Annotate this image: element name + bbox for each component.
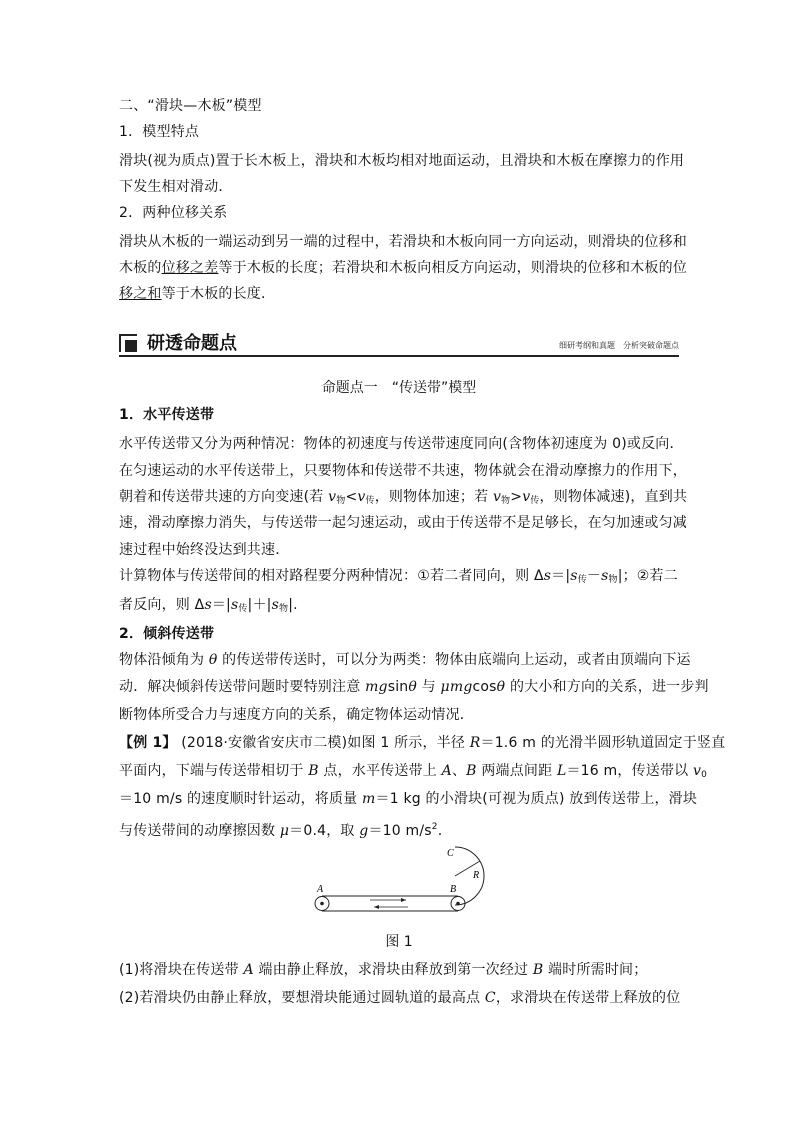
subscript: 0: [701, 770, 708, 780]
var-s: s: [204, 597, 212, 613]
body-text: 计算物体与传送带间的相对路程要分两种情况：①若二者同向，则 Δ: [119, 568, 544, 584]
var-theta: θ: [496, 679, 506, 695]
example-label: 【例 1】: [119, 735, 177, 751]
left-pulley-axle: [320, 902, 324, 906]
example-line3: [119, 789, 697, 809]
var-v: v: [357, 489, 366, 505]
item1-text: 滑块(视为质点)置于长木板上，滑块和木板均相对地面运动，且滑块和木板在摩擦力的作用: [119, 153, 685, 169]
body-text: ，求滑块在传送带上释放的位: [495, 990, 681, 1006]
p1-line5: [119, 540, 289, 560]
body-text: ，则物体加速；若: [374, 489, 493, 505]
body-text: 在匀速运动的水平传送带上，只要物体和传送带不共速，物体就会在滑动摩擦力的作用下，: [119, 463, 687, 479]
item2-title: [119, 203, 228, 223]
var-s: s: [543, 568, 552, 584]
body-text: 两端点间距: [476, 763, 557, 779]
body-text: ，则物体减速)，直到共: [539, 489, 688, 505]
subscript: 物: [278, 604, 289, 614]
item1-para-line1: [119, 151, 684, 171]
heading-text: 2．倾斜传送带: [119, 626, 215, 642]
subscript: 传: [530, 496, 540, 506]
var-B: B: [466, 763, 477, 779]
body-text: 端时所需时间；: [543, 962, 648, 978]
heading-text: 1．水平传送带: [119, 407, 215, 423]
var-theta: θ: [408, 679, 418, 695]
example-line1: [119, 733, 725, 753]
var-v: v: [328, 489, 337, 505]
p1-line3: [119, 487, 687, 511]
body-text: 动．解决倾斜传送带问题时要特别注意: [119, 679, 366, 695]
banner-title: 研透命题点: [147, 333, 237, 354]
var-s: s: [230, 597, 239, 613]
item2-text: 滑块从木板的一端运动到另一端的过程中，若滑块和木板向同一方向运动，则滑块的位移和: [119, 234, 687, 250]
body-text: ＝1.6 m 的光滑半圆形轨道固定于竖直: [480, 735, 726, 751]
body-text: ＝16 m，传送带以: [566, 763, 694, 779]
p3-line3: [119, 705, 474, 725]
figure-caption: 图 1: [385, 934, 413, 950]
topic-title: 命题点一 “传送带”模型: [321, 380, 477, 396]
label-R: R: [473, 870, 480, 881]
p2-line1: [119, 566, 678, 590]
arrow-right-icon: [401, 898, 406, 902]
body-text: 端由静止释放，求滑块由释放到第一次经过: [253, 962, 533, 978]
symbol: >: [510, 489, 523, 505]
item2-text: 等于木板的长度；若滑块和木板向相反方向运动，则滑块的位移和木板的位: [218, 260, 688, 276]
label-C: C: [447, 848, 454, 859]
symbol: ＝|: [551, 568, 571, 584]
item1-text: 下发生相对滑动．: [119, 179, 233, 195]
body-text: |.: [288, 597, 298, 613]
var-mg: mg: [365, 679, 388, 695]
body-text: 断物体所受合力与速度方向的关系，确定物体运动情况．: [119, 707, 474, 723]
var-L: L: [556, 763, 567, 779]
body-text: ＝10 m/s 的速度顺时针运动，将质量: [119, 791, 363, 807]
arrow-left-icon: [374, 905, 379, 909]
fn-cos: cos: [472, 679, 497, 695]
body-text: |；②若二: [617, 568, 678, 584]
subscript: 传: [577, 575, 587, 585]
superscript: 2: [431, 822, 438, 832]
question2: [119, 988, 680, 1008]
item1-title-text: 1．模型特点: [119, 124, 200, 140]
symbol: |＋|: [247, 597, 272, 613]
body-text: 点，水平传送带上: [318, 763, 442, 779]
subscript: 物: [501, 496, 511, 506]
var-s: s: [271, 597, 279, 613]
var-C: C: [484, 990, 496, 1006]
var-v: v: [522, 489, 531, 505]
question1: [119, 960, 647, 980]
var-v: v: [492, 489, 502, 505]
underlined-term: 移之和: [119, 286, 162, 302]
item2-para-line3: [119, 284, 275, 304]
body-text: 朝着和传送带共速的方向变速(若: [119, 489, 329, 505]
body-text: 平面内，下端与传送带相切于: [119, 763, 309, 779]
p3-line2: [119, 677, 709, 697]
item2-para-line2: [119, 258, 687, 278]
p1-line1: [119, 434, 684, 454]
symbol: <: [345, 489, 358, 505]
section-heading: [119, 96, 262, 116]
item2-text: 木板的: [119, 260, 162, 276]
horizontal-belt-heading: [119, 405, 214, 425]
banner-subtitle: 细研考纲和真题 分析突破命题点: [559, 341, 679, 350]
body-text: 与传送带间的动摩擦因数: [119, 823, 280, 839]
body-text: 、: [451, 763, 467, 779]
body-text: (2)若滑块仍由静止释放，要想滑块能通过圆轨道的最高点: [119, 990, 485, 1006]
body-text: 的大小和方向的关系，进一步判: [505, 679, 709, 695]
right-pulley-axle: [456, 902, 460, 906]
subscript: 传: [238, 604, 248, 614]
inclined-belt-heading: [119, 624, 214, 644]
var-theta: θ: [208, 652, 218, 668]
var-g: g: [359, 823, 369, 839]
var-mg: mg: [449, 679, 473, 695]
item1-para-line2: [119, 177, 233, 197]
p1-line2: [119, 461, 687, 481]
body-text: 与: [417, 679, 441, 695]
item2-title-text: 2．两种位移关系: [119, 205, 228, 221]
var-v: v: [693, 763, 702, 779]
symbol: －: [586, 568, 602, 584]
example-line4: [119, 817, 442, 841]
conveyor-belt-figure: [300, 840, 500, 920]
section-heading-text: 二、“滑块—木板”模型: [119, 98, 262, 114]
var-B: B: [532, 962, 544, 978]
fn-sin: sin: [387, 679, 409, 695]
label-A: A: [317, 884, 324, 895]
label-B: B: [450, 884, 457, 895]
body-text: 物体沿倾角为: [119, 652, 209, 668]
subscript: 物: [608, 575, 618, 585]
body-text: ＝1 kg 的小滑块(可视为质点) 放到传送带上，滑块: [375, 791, 698, 807]
item2-text: 等于木板的长度．: [161, 286, 276, 302]
var-A: A: [243, 962, 254, 978]
body-text: (1)将滑块在传送带: [119, 962, 244, 978]
var-B: B: [308, 763, 319, 779]
var-mu: μ: [279, 823, 290, 839]
p3-line1: [119, 650, 691, 670]
subscript: 物: [336, 496, 346, 506]
subscript: 传: [365, 496, 375, 506]
item2-para-line1: [119, 232, 687, 252]
body-text: 速过程中始终没达到共速．: [119, 542, 290, 558]
var-s: s: [601, 568, 609, 584]
body-text: 水平传送带又分为两种情况：物体的初速度与传送带速度同向(含物体初速度为 0)或反向．: [119, 436, 684, 452]
body-text: ＝10 m/s: [368, 823, 432, 839]
var-R: R: [469, 735, 481, 751]
item1-title: [119, 122, 199, 142]
banner-square-icon: [119, 334, 139, 352]
body-text: ＝0.4，取: [289, 823, 360, 839]
example-line2: [119, 761, 707, 785]
banner-rule: [119, 355, 679, 357]
body-text: (2018·安徽省安庆市二模)如图 1 所示，半径: [176, 735, 470, 751]
var-m: m: [362, 791, 376, 807]
symbol: |: [226, 597, 231, 613]
p2-line2: [119, 595, 298, 619]
body-text: 速，滑动摩擦力消失，与传送带一起匀速运动，或由于传送带不是足够长，在匀加速或匀减: [119, 515, 687, 531]
body-text: 的传送带传送时，可以分为两类：物体由底端向上运动，或者由顶端向下运: [217, 652, 691, 668]
body-text: .: [437, 823, 443, 839]
var-s: s: [570, 568, 578, 584]
var-A: A: [441, 763, 452, 779]
section-banner: [119, 332, 679, 356]
symbol: ＝: [211, 597, 227, 613]
p1-line4: [119, 513, 687, 533]
underlined-term: 位移之差: [161, 260, 219, 276]
body-text: 者反向，则 Δ: [119, 597, 205, 613]
var-mu: μ: [440, 679, 450, 695]
